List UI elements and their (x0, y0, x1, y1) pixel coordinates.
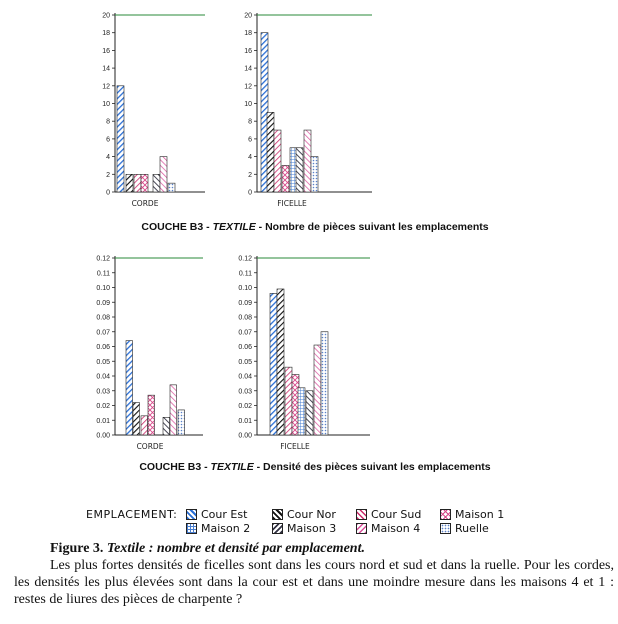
legend-item-maison-3 (272, 522, 336, 535)
y-tick-label: 0.00 (238, 432, 252, 440)
bar-cour-nor (277, 289, 284, 435)
bar-cour-sud (141, 416, 148, 435)
bar-maison-3 (296, 148, 303, 192)
y-tick-label: 0.10 (96, 285, 110, 292)
y-tick-label: 16 (244, 47, 252, 55)
y-tick-label: 0.09 (238, 299, 252, 307)
figure-body: Les plus fortes densités de ficelles sont dans les cours nord et sud et dans la ruelle. Pour les cordes, les densités les plus élevées sont dans la cour est et dans une moindre mesure dans les maisons 4 et 1 : restes de liures des pièces de charpente ? (14, 558, 614, 607)
density-caption: COUCHE B3 - TEXTILE - Densité des pièces suivant les emplacements (139, 461, 491, 473)
y-tick-label: 6 (106, 136, 110, 144)
y-tick-label: 0.01 (96, 417, 110, 425)
legend-label: Cour Est (201, 508, 248, 521)
y-tick-label: 0.01 (238, 417, 252, 425)
bar-maison-2 (298, 388, 305, 435)
y-tick-label: 20 (102, 12, 110, 20)
legend-label: Maison 2 (201, 522, 251, 535)
y-tick-label: 14 (102, 65, 110, 73)
legend-label: Ruelle (455, 522, 489, 535)
y-tick-label: 0.07 (238, 329, 252, 337)
y-tick-label: 8 (248, 118, 252, 126)
legend-item-cour-sud (356, 508, 421, 521)
bar-maison-1 (148, 395, 155, 435)
bar-maison-1 (282, 165, 289, 192)
legend-swatch (272, 523, 283, 534)
y-tick-label: 8 (106, 118, 110, 126)
y-tick-label: 18 (244, 30, 252, 38)
y-tick-label: 0.07 (96, 329, 110, 337)
bar-maison-4 (160, 157, 167, 192)
figure-caption (14, 540, 614, 608)
bar-maison-3 (306, 391, 313, 435)
legend-item-cour-nor (272, 508, 336, 521)
y-tick-label: 18 (102, 30, 110, 38)
y-tick-label: 0.00 (96, 432, 110, 440)
bar-cour-sud (134, 174, 141, 192)
y-tick-label: 0.06 (96, 344, 110, 351)
y-tick-label: 0 (106, 189, 110, 197)
y-tick-label: 4 (248, 154, 252, 162)
y-tick-label: 0.05 (238, 358, 252, 366)
bar-maison-4 (304, 130, 311, 192)
bar-ruelle (311, 157, 318, 192)
y-tick-label: 0.11 (238, 270, 252, 278)
y-tick-label: 10 (102, 101, 110, 108)
y-tick-label: 0.08 (238, 314, 252, 322)
y-tick-label: 0.02 (238, 403, 252, 410)
y-tick-label: 0.10 (238, 285, 252, 292)
bar-maison-1 (141, 174, 148, 192)
bar-ruelle (321, 332, 328, 435)
y-tick-label: 0.04 (238, 373, 252, 381)
y-tick-label: 20 (244, 12, 252, 20)
bar-cour-est (270, 293, 277, 435)
y-tick-label: 0 (248, 189, 252, 197)
x-axis-label: FICELLE (280, 442, 310, 451)
y-tick-label: 0.11 (96, 270, 110, 278)
x-axis-label: FICELLE (277, 199, 307, 208)
bar-cour-nor (126, 174, 133, 192)
legend-title: EMPLACEMENT: (86, 508, 178, 521)
y-tick-label: 0.03 (238, 388, 252, 396)
bar-ruelle (178, 410, 185, 435)
y-tick-label: 6 (248, 136, 252, 144)
y-tick-label: 16 (102, 47, 110, 55)
legend-label: Cour Sud (371, 508, 422, 521)
y-tick-label: 0.06 (238, 344, 252, 351)
x-axis-label: CORDE (136, 442, 164, 451)
y-tick-label: 12 (102, 83, 110, 91)
y-tick-label: 12 (244, 83, 252, 91)
bar-ruelle (168, 183, 175, 192)
bar-cour-nor (267, 112, 274, 192)
legend-swatch (356, 509, 367, 520)
bar-cour-sud (285, 367, 292, 435)
y-tick-label: 0.03 (96, 388, 110, 396)
bar-cour-nor (133, 403, 140, 435)
y-tick-label: 14 (244, 65, 252, 73)
counts-caption: COUCHE B3 - TEXTILE - Nombre de pièces suivant les emplacements (141, 221, 489, 233)
bar-cour-est (126, 341, 133, 435)
y-tick-label: 0.09 (96, 299, 110, 307)
x-axis-label: CORDE (131, 199, 159, 208)
legend-label: Maison 1 (455, 508, 505, 521)
y-tick-label: 0.05 (96, 358, 110, 366)
legend-swatch (186, 509, 197, 520)
legend-label: Maison 3 (287, 522, 337, 535)
y-tick-label: 2 (106, 171, 110, 179)
legend-item-cour-est (186, 508, 247, 521)
y-tick-label: 0.02 (96, 403, 110, 410)
y-tick-label: 0.04 (96, 373, 110, 381)
y-tick-label: 0.12 (238, 255, 252, 263)
legend-label: Maison 4 (371, 522, 421, 535)
legend-item-maison-1 (440, 508, 504, 521)
legend-swatch (356, 523, 367, 534)
legend-swatch (440, 509, 451, 520)
y-tick-label: 2 (248, 171, 252, 179)
legend-swatch (440, 523, 451, 534)
bar-cour-sud (274, 130, 281, 192)
bar-maison-3 (153, 174, 160, 192)
y-tick-label: 10 (244, 101, 252, 108)
y-tick-label: 4 (106, 154, 110, 162)
y-tick-label: 0.08 (96, 314, 110, 322)
figure-title: Textile : nombre et densité par emplacement. (106, 541, 365, 556)
bar-maison-4 (314, 345, 321, 435)
bar-maison-4 (170, 385, 177, 435)
figure-number: Figure 3. (50, 541, 107, 556)
legend-item-maison-2 (186, 522, 250, 535)
legend-swatch (272, 509, 283, 520)
legend-swatch (186, 523, 197, 534)
y-tick-label: 0.12 (96, 255, 110, 263)
legend-label: Cour Nor (287, 508, 336, 521)
bar-cour-est (117, 86, 124, 192)
legend-item-ruelle (440, 522, 489, 535)
legend-item-maison-4 (356, 522, 420, 535)
bar-maison-3 (163, 417, 170, 435)
